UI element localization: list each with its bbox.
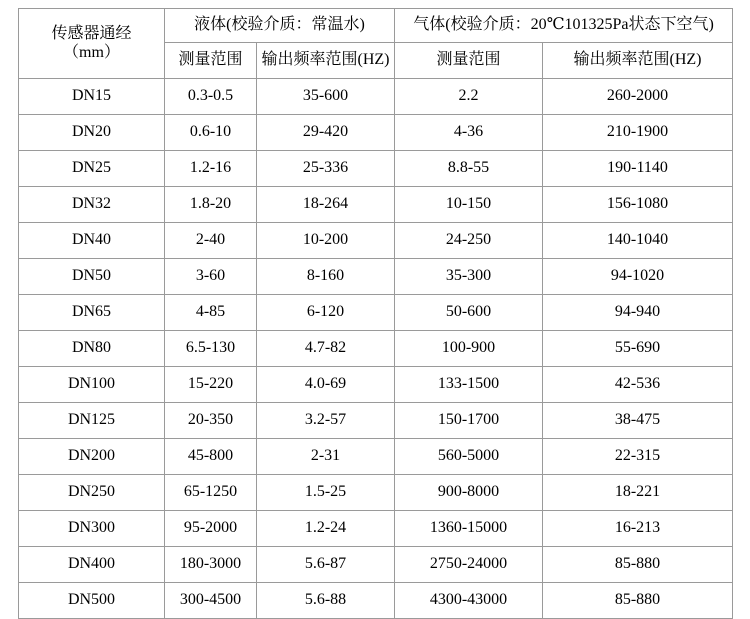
cell-gas-range: 560-5000 (395, 439, 543, 475)
cell-gas-range: 8.8-55 (395, 151, 543, 187)
cell-gas-range: 4-36 (395, 115, 543, 151)
table-row (19, 187, 733, 223)
cell-liquid-freq: 1.2-24 (257, 511, 395, 547)
header-group-gas: 气体(校验介质：20℃101325Pa状态下空气) (395, 9, 733, 43)
cell-liquid-range: 4-85 (165, 295, 257, 331)
table-row (19, 511, 733, 547)
table-row (19, 295, 733, 331)
cell-liquid-range: 300-4500 (165, 583, 257, 619)
cell-liquid-freq: 4.0-69 (257, 367, 395, 403)
cell-liquid-freq: 18-264 (257, 187, 395, 223)
cell-liquid-freq: 2-31 (257, 439, 395, 475)
cell-liquid-freq: 35-600 (257, 79, 395, 115)
cell-dn: DN125 (19, 403, 165, 439)
cell-liquid-range: 0.6-10 (165, 115, 257, 151)
cell-gas-range: 100-900 (395, 331, 543, 367)
table-row (19, 367, 733, 403)
cell-liquid-range: 2-40 (165, 223, 257, 259)
cell-gas-range: 24-250 (395, 223, 543, 259)
cell-dn: DN40 (19, 223, 165, 259)
cell-gas-range: 1360-15000 (395, 511, 543, 547)
table-row (19, 259, 733, 295)
cell-dn: DN15 (19, 79, 165, 115)
table-body (19, 79, 733, 619)
cell-liquid-freq: 3.2-57 (257, 403, 395, 439)
cell-dn: DN50 (19, 259, 165, 295)
cell-dn: DN200 (19, 439, 165, 475)
cell-gas-freq: 210-1900 (543, 115, 733, 151)
cell-dn: DN400 (19, 547, 165, 583)
cell-dn: DN80 (19, 331, 165, 367)
cell-liquid-range: 1.2-16 (165, 151, 257, 187)
cell-dn: DN65 (19, 295, 165, 331)
cell-gas-freq: 190-1140 (543, 151, 733, 187)
table-row (19, 223, 733, 259)
header-row-groups (19, 9, 733, 43)
cell-gas-range: 900-8000 (395, 475, 543, 511)
table-row (19, 403, 733, 439)
cell-dn: DN500 (19, 583, 165, 619)
cell-dn: DN20 (19, 115, 165, 151)
table-row (19, 331, 733, 367)
cell-liquid-range: 1.8-20 (165, 187, 257, 223)
cell-gas-freq: 140-1040 (543, 223, 733, 259)
table-row (19, 79, 733, 115)
cell-liquid-range: 3-60 (165, 259, 257, 295)
cell-gas-freq: 156-1080 (543, 187, 733, 223)
table-row (19, 583, 733, 619)
table-row (19, 475, 733, 511)
cell-liquid-freq: 25-336 (257, 151, 395, 187)
cell-liquid-range: 20-350 (165, 403, 257, 439)
header-liquid-measure-range: 测量范围 (165, 43, 257, 79)
cell-gas-freq: 38-475 (543, 403, 733, 439)
cell-dn: DN300 (19, 511, 165, 547)
cell-liquid-freq: 5.6-88 (257, 583, 395, 619)
cell-gas-freq: 16-213 (543, 511, 733, 547)
cell-gas-range: 50-600 (395, 295, 543, 331)
cell-liquid-range: 95-2000 (165, 511, 257, 547)
cell-gas-range: 133-1500 (395, 367, 543, 403)
header-sensor-diameter-line2: （mm） (63, 43, 120, 61)
cell-liquid-freq: 8-160 (257, 259, 395, 295)
cell-liquid-range: 45-800 (165, 439, 257, 475)
cell-liquid-range: 180-3000 (165, 547, 257, 583)
cell-gas-freq: 18-221 (543, 475, 733, 511)
cell-liquid-freq: 6-120 (257, 295, 395, 331)
table-row (19, 115, 733, 151)
cell-gas-freq: 94-940 (543, 295, 733, 331)
cell-liquid-range: 65-1250 (165, 475, 257, 511)
cell-gas-freq: 260-2000 (543, 79, 733, 115)
header-liquid-output-frequency: 输出频率范围(HZ) (257, 43, 395, 79)
header-gas-measure-range: 测量范围 (395, 43, 543, 79)
cell-dn: DN250 (19, 475, 165, 511)
cell-dn: DN25 (19, 151, 165, 187)
cell-gas-range: 2750-24000 (395, 547, 543, 583)
table-row (19, 547, 733, 583)
header-gas-output-frequency: 输出频率范围(HZ) (543, 43, 733, 79)
cell-gas-range: 4300-43000 (395, 583, 543, 619)
table-row (19, 439, 733, 475)
cell-gas-range: 2.2 (395, 79, 543, 115)
cell-liquid-freq: 10-200 (257, 223, 395, 259)
cell-gas-freq: 94-1020 (543, 259, 733, 295)
cell-gas-freq: 42-536 (543, 367, 733, 403)
cell-gas-freq: 55-690 (543, 331, 733, 367)
cell-dn: DN32 (19, 187, 165, 223)
cell-gas-range: 10-150 (395, 187, 543, 223)
cell-liquid-freq: 4.7-82 (257, 331, 395, 367)
header-sensor-diameter-line1: 传感器通经 (51, 25, 132, 43)
sensor-specification-table (18, 8, 733, 619)
cell-gas-freq: 22-315 (543, 439, 733, 475)
cell-liquid-range: 6.5-130 (165, 331, 257, 367)
cell-liquid-freq: 5.6-87 (257, 547, 395, 583)
cell-liquid-freq: 1.5-25 (257, 475, 395, 511)
cell-dn: DN100 (19, 367, 165, 403)
cell-liquid-freq: 29-420 (257, 115, 395, 151)
cell-gas-freq: 85-880 (543, 583, 733, 619)
cell-gas-range: 35-300 (395, 259, 543, 295)
table-header (19, 9, 733, 79)
header-group-liquid: 液体(校验介质：常温水) (165, 9, 395, 43)
cell-gas-range: 150-1700 (395, 403, 543, 439)
cell-liquid-range: 15-220 (165, 367, 257, 403)
cell-liquid-range: 0.3-0.5 (165, 79, 257, 115)
header-sensor-diameter (19, 9, 165, 79)
cell-gas-freq: 85-880 (543, 547, 733, 583)
table-row (19, 151, 733, 187)
